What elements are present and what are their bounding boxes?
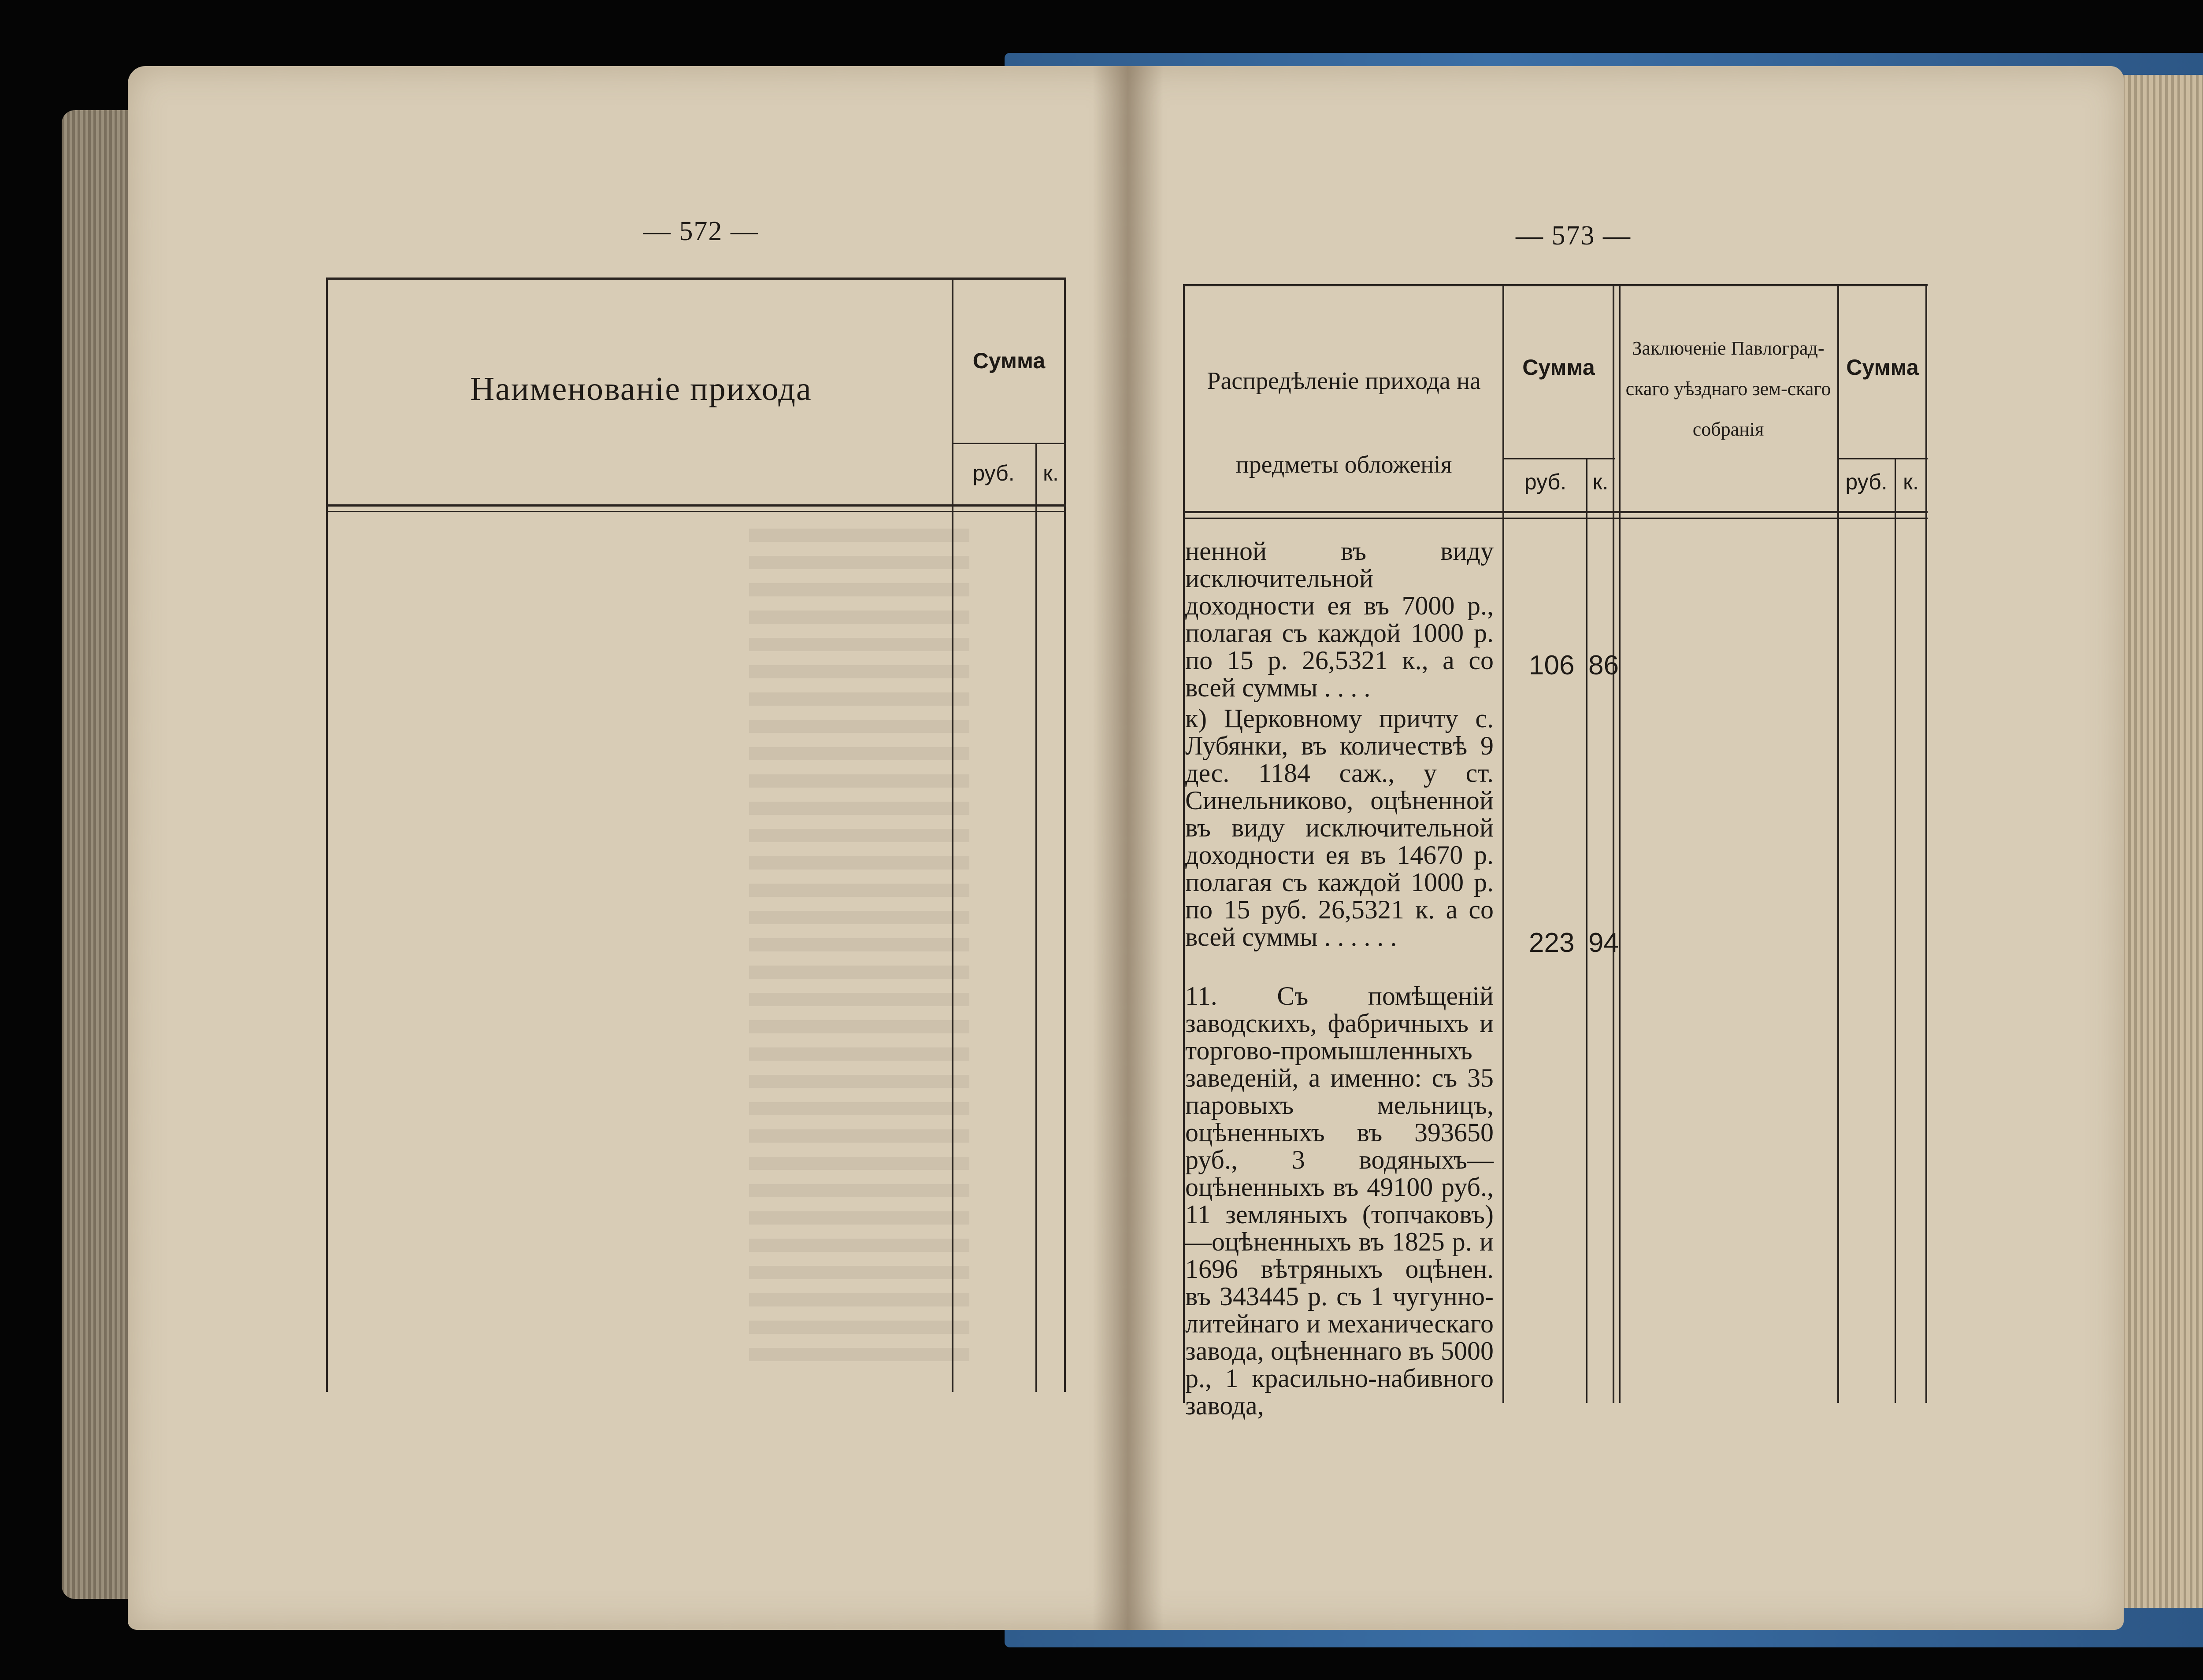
left-header-kop: к. [1043, 461, 1059, 485]
left-table-kop-divider [1035, 443, 1037, 1392]
left-table-left-rule [326, 278, 328, 1392]
right-table-header-double-rule [1183, 518, 1928, 519]
right-header-sum2: Сумма [1846, 355, 1919, 380]
right-table-sum2-subrule [1837, 458, 1928, 459]
right-header-distribution: Распредѣленіе прихода на предметы обложенія [1207, 367, 1481, 478]
left-table-right-rule [1064, 278, 1066, 1392]
left-header-rub: руб. [972, 461, 1015, 485]
left-table-sum-subrule [952, 443, 1066, 444]
right-page-number: — 573 — [1516, 221, 1631, 251]
entry-text-3: 11. Съ помѣщеній заводскихъ, фабричныхъ и торгово-промышленныхъ заведеній, а именно: съ 35 паровыхъ мельницъ, оцѣненныхъ въ 393650 руб., 3 водяныхъ—оцѣненныхъ въ 49100 руб., 11 земляныхъ (топчаковъ)—оцѣненныхъ въ 1825 р. и 1696 вѣтряныхъ оцѣнен. въ 343445 р. съ 1 чугунно-литейнаго и механическаго завода, оцѣненнаго въ 5000 р., 1 красильно-набивного завода, [1185, 981, 1494, 1420]
right-table-kop-divider [1586, 458, 1587, 1403]
left-header-name: Наименованіе прихода [470, 370, 812, 407]
right-table-header-bottom-rule [1183, 511, 1928, 513]
right-header-rub2: руб. [1845, 470, 1888, 494]
left-table-header-bottom-rule [326, 504, 1066, 507]
left-table-header-double-rule [326, 511, 1066, 512]
entry-amount-rub-2: 223 [1529, 928, 1575, 958]
book-gutter [1093, 66, 1163, 1630]
right-table-sum2-left-rule [1837, 284, 1839, 1403]
bleed-through-text [749, 529, 969, 1365]
left-page [128, 66, 1128, 1630]
left-table-top-rule [326, 278, 1066, 280]
right-table-left-rule [1183, 284, 1185, 1403]
right-header-kop2: к. [1903, 470, 1919, 494]
left-header-sum: Сумма [972, 348, 1046, 373]
right-header-rub: руб. [1524, 470, 1567, 494]
right-table-top-rule [1183, 284, 1928, 286]
right-table-kop2-divider [1895, 458, 1896, 1403]
right-table-conclusion-left-rule [1613, 284, 1614, 1403]
right-table-sum-left-rule [1502, 284, 1504, 1403]
right-table-conclusion-left-double [1619, 284, 1621, 1403]
right-header-kop: к. [1592, 470, 1609, 494]
entry-text-2: к) Церковному причту с. Лубянки, въ количествѣ 9 дес. 1184 саж., у ст. Синельниково, оцѣненной въ виду исключительной доходности ея въ 14670 р. полагая съ каждой 1000 р. по 15 руб. 26,5321 к. а со всей суммы . . . . . . [1185, 704, 1494, 951]
left-page-number: — 572 — [643, 216, 759, 246]
entry-text-1: ненной въ виду исключительной доходности ея въ 7000 р., полагая съ каждой 1000 р. по 15 р. 26,5321 к., а со всей суммы . . . . [1185, 537, 1494, 702]
right-header-sum: Сумма [1522, 355, 1595, 380]
right-table-right-rule [1925, 284, 1927, 1403]
right-table-sum-subrule [1502, 458, 1615, 459]
entry-amount-kop-2: 94 [1588, 928, 1619, 958]
right-header-conclusion: Заключеніе Павлоград-скаго уѣзднаго зем-скаго собранія [1625, 337, 1831, 440]
entry-amount-kop-1: 86 [1588, 650, 1619, 681]
entry-amount-rub-1: 106 [1529, 650, 1575, 681]
